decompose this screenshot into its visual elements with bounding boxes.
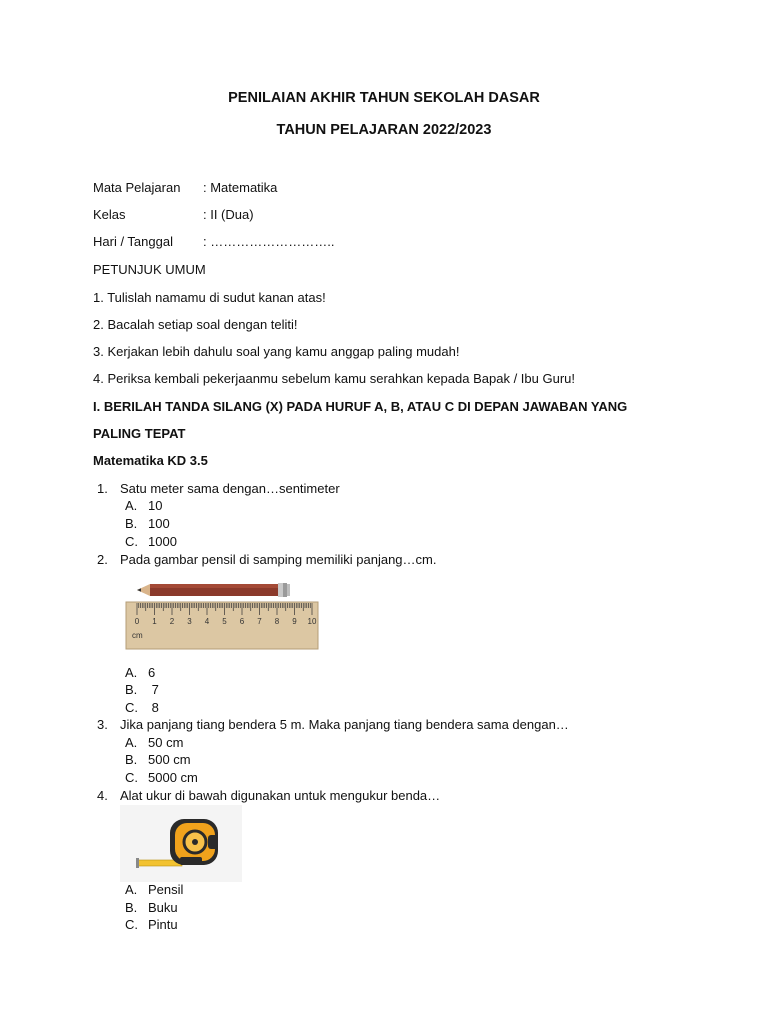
option-value: 10 — [148, 498, 163, 513]
info-label: Hari / Tanggal — [93, 234, 173, 249]
option-letter: C. — [125, 770, 138, 785]
info-row-class — [93, 207, 254, 222]
option-letter: B. — [125, 516, 138, 531]
info-label: Mata Pelajaran — [93, 180, 181, 195]
option-letter: A. — [125, 735, 138, 750]
option-value: 1000 — [148, 534, 177, 549]
option-letter: A. — [125, 498, 138, 513]
section-heading-cont: PALING TEPAT — [93, 426, 186, 441]
info-value: : II (Dua) — [203, 207, 254, 222]
option-value: 50 cm — [148, 735, 184, 750]
ruler-number: 6 — [239, 617, 245, 626]
instruction-item: 4. Periksa kembali pekerjaanmu sebelum kamu serahkan kepada Bapak / Ibu Guru! — [93, 371, 575, 386]
ruler-unit-label: cm — [132, 631, 143, 640]
option-letter: B. — [125, 682, 138, 697]
pencil-icon — [137, 583, 290, 597]
section-subheading: Matematika KD 3.5 — [93, 453, 208, 468]
option-value: 6 — [148, 665, 156, 680]
ruler-number: 7 — [257, 617, 262, 626]
question-number: 1. — [97, 481, 108, 496]
ruler-number: 8 — [274, 617, 280, 626]
exam-title: PENILAIAN AKHIR TAHUN SEKOLAH DASAR — [228, 90, 540, 106]
ruler-number: 2 — [169, 617, 175, 626]
question-text: Jika panjang tiang bendera 5 m. Maka panjang tiang bendera sama dengan… — [120, 717, 569, 732]
option-value: Pensil — [148, 882, 184, 897]
instruction-item: 1. Tulislah namamu di sudut kanan atas! — [93, 290, 326, 305]
info-value: : Matematika — [203, 180, 278, 195]
tape-measure-image — [120, 805, 242, 882]
ruler-icon — [126, 602, 318, 649]
option-letter: C. — [125, 917, 138, 932]
question-text: Satu meter sama dengan…sentimeter — [120, 481, 340, 496]
option-value: 500 cm — [148, 752, 191, 767]
ruler-number: 9 — [292, 617, 297, 626]
option-letter: B. — [125, 752, 138, 767]
info-label: Kelas — [93, 207, 126, 222]
section-heading: I. BERILAH TANDA SILANG (X) PADA HURUF A, B, ATAU C DI DEPAN JAWABAN YANG — [93, 399, 628, 414]
question-text: Pada gambar pensil di samping memiliki panjang…cm. — [120, 552, 437, 567]
instructions-heading: PETUNJUK UMUM — [93, 262, 206, 277]
option-value: 8 — [148, 700, 159, 715]
ruler-number: 4 — [204, 617, 210, 626]
ruler-number: 10 — [307, 617, 317, 626]
info-row-date — [93, 234, 334, 249]
question-number: 3. — [97, 717, 108, 732]
ruler-number: 0 — [134, 617, 140, 626]
question-number: 4. — [97, 788, 108, 803]
ruler-number: 3 — [187, 617, 192, 626]
instruction-item: 2. Bacalah setiap soal dengan teliti! — [93, 317, 298, 332]
ruler-number: 1 — [152, 617, 157, 626]
option-letter: B. — [125, 900, 138, 915]
info-row-subject — [93, 180, 277, 195]
question-text: Alat ukur di bawah digunakan untuk mengukur benda… — [120, 788, 441, 803]
instruction-item: 3. Kerjakan lebih dahulu soal yang kamu anggap paling mudah! — [93, 344, 460, 359]
option-value: Buku — [148, 900, 178, 915]
ruler-number: 5 — [222, 617, 227, 626]
option-value: 5000 cm — [148, 770, 198, 785]
option-letter: C. — [125, 700, 138, 715]
option-value: 7 — [148, 682, 159, 697]
academic-year-title: TAHUN PELAJARAN 2022/2023 — [276, 122, 492, 138]
option-letter: A. — [125, 882, 138, 897]
info-value: : ……………………….. — [203, 234, 335, 249]
option-value: Pintu — [148, 917, 178, 932]
option-value: 100 — [148, 516, 170, 531]
question-number: 2. — [97, 552, 108, 567]
option-letter: A. — [125, 665, 138, 680]
option-letter: C. — [125, 534, 138, 549]
pencil-ruler-image — [120, 575, 325, 653]
